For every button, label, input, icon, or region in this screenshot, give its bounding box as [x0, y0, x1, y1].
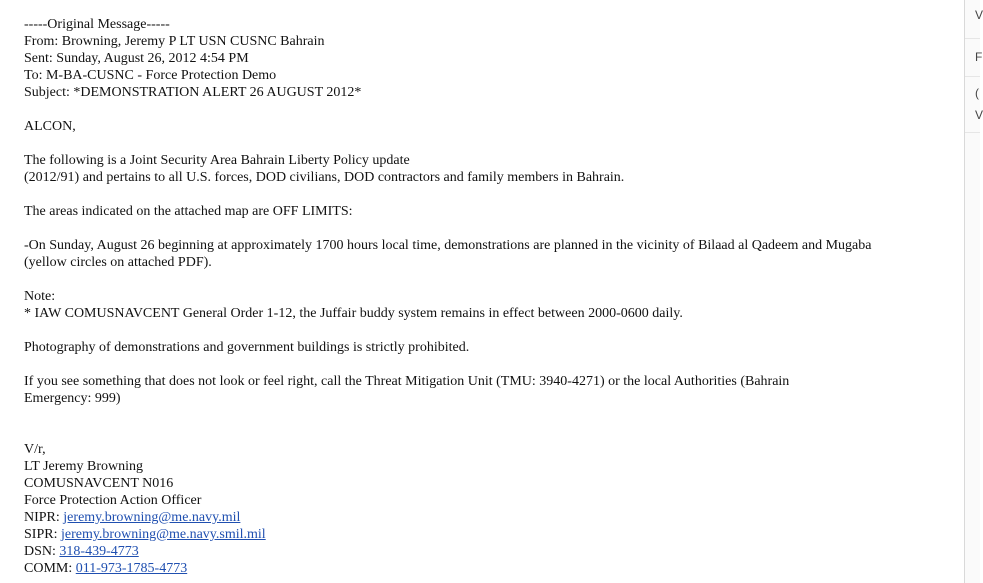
spacer: [24, 322, 944, 339]
note-label: Note:: [24, 289, 56, 304]
comm-line: [24, 560, 944, 577]
right-pane-fragment[interactable]: (: [975, 86, 979, 100]
to-line: To: M-BA-CUSNC - Force Protection Demo: [24, 68, 277, 83]
from-line: From: Browning, Jeremy P LT USN CUSNC Bahrain: [24, 34, 325, 49]
spacer: [24, 101, 944, 118]
policy-update-line-2: (2012/91) and pertains to all U.S. forces, DOD civilians, DOD contractors and family members in Bahrain.: [24, 170, 625, 185]
demonstration-detail-line-1: -On Sunday, August 26 beginning at approximately 1700 hours local time, demonstrations are planned in the vicinity of Bilaad al Qadeem and Mugaba: [24, 238, 872, 253]
off-limits-statement: The areas indicated on the attached map are OFF LIMITS:: [24, 204, 353, 219]
signature-org: COMUSNAVCENT N016: [24, 476, 174, 491]
email-message-body: [24, 16, 944, 577]
spacer: [24, 220, 944, 237]
nipr-email-link[interactable]: jeremy.browning@me.navy.mil: [63, 510, 241, 525]
right-pane-fragment[interactable]: F: [975, 50, 983, 64]
right-pane-divider: [965, 132, 980, 133]
sipr-line: [24, 526, 944, 543]
spacer: [24, 271, 944, 288]
signature-closing: V/r,: [24, 442, 46, 457]
contact-instructions-line-1: If you see something that does not look or feel right, call the Threat Mitigation Unit (TMU: 3940-4271) or the local Authorities (Bahrain: [24, 374, 790, 389]
sipr-label: SIPR:: [24, 527, 61, 542]
right-pane-divider: [965, 38, 980, 39]
spacer: [24, 424, 944, 441]
spacer: [24, 356, 944, 373]
subject-line: Subject: *DEMONSTRATION ALERT 26 AUGUST 2012*: [24, 85, 362, 100]
dsn-line: [24, 543, 944, 560]
sipr-email-link[interactable]: jeremy.browning@me.navy.smil.mil: [60, 527, 266, 542]
comm-label: COMM:: [24, 561, 76, 576]
dsn-label: DSN:: [24, 544, 60, 559]
sent-line: Sent: Sunday, August 26, 2012 4:54 PM: [24, 51, 249, 66]
contact-instructions-line-2: Emergency: 999): [24, 391, 121, 406]
signature-role: Force Protection Action Officer: [24, 493, 202, 508]
spacer: [24, 407, 944, 424]
spacer: [24, 186, 944, 203]
signature-name: LT Jeremy Browning: [24, 459, 143, 474]
original-message-divider: -----Original Message-----: [24, 17, 170, 32]
comm-phone-link[interactable]: 011-973-1785-4773: [75, 561, 188, 576]
nipr-label: NIPR:: [24, 510, 64, 525]
right-side-pane: [964, 0, 983, 583]
note-text: * IAW COMUSNAVCENT General Order 1-12, the Juffair buddy system remains in effect between 2000-0600 daily.: [24, 306, 683, 321]
spacer: [24, 135, 944, 152]
photography-warning: Photography of demonstrations and government buildings is strictly prohibited.: [24, 340, 470, 355]
right-pane-fragment[interactable]: V: [975, 8, 983, 22]
demonstration-detail-line-2: (yellow circles on attached PDF).: [24, 255, 212, 270]
right-pane-divider: [965, 76, 980, 77]
right-pane-fragment[interactable]: V: [975, 108, 983, 122]
greeting: ALCON,: [24, 119, 76, 134]
policy-update-line-1: The following is a Joint Security Area Bahrain Liberty Policy update: [24, 153, 410, 168]
dsn-phone-link[interactable]: 318-439-4773: [59, 544, 139, 559]
nipr-line: [24, 509, 944, 526]
